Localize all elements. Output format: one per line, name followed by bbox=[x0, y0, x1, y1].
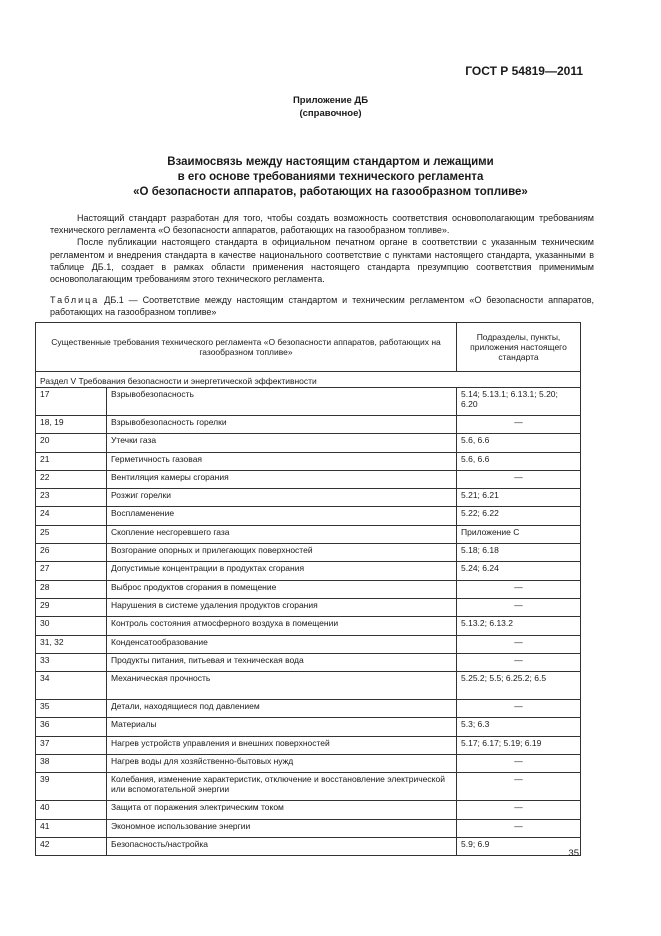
table-row bbox=[36, 562, 581, 580]
row-requirement: Материалы bbox=[107, 718, 457, 736]
row-standard-reference: — bbox=[457, 755, 581, 773]
row-clause-number: 34 bbox=[36, 672, 107, 700]
row-standard-reference: 5.14; 5.13.1; 6.13.1; 5.20; 6.20 bbox=[457, 388, 581, 416]
row-requirement: Колебания, изменение характеристик, отключение и восстановление электрической или вспомогательной энергии bbox=[107, 773, 457, 801]
table-row bbox=[36, 470, 581, 488]
header-requirements: Существенные требования технического регламента «О безопасности аппаратов, работающих на газообразном топливе» bbox=[36, 323, 457, 372]
header-references: Подразделы, пункты, приложения настоящего стандарта bbox=[457, 323, 581, 372]
row-clause-number: 39 bbox=[36, 773, 107, 801]
row-standard-reference: 5.25.2; 5.5; 6.25.2; 6.5 bbox=[457, 672, 581, 700]
table-row bbox=[36, 580, 581, 598]
row-requirement: Механическая прочность bbox=[107, 672, 457, 700]
row-standard-reference: — bbox=[457, 470, 581, 488]
row-clause-number: 36 bbox=[36, 718, 107, 736]
row-clause-number: 21 bbox=[36, 452, 107, 470]
intro-text bbox=[50, 212, 594, 285]
row-standard-reference: — bbox=[457, 416, 581, 434]
table-row bbox=[36, 653, 581, 671]
table-caption-label: Таблица bbox=[50, 295, 100, 305]
row-requirement: Взрывобезопасность bbox=[107, 388, 457, 416]
row-standard-reference: — bbox=[457, 819, 581, 837]
row-requirement: Нагрев воды для хозяйственно-бытовых нужд bbox=[107, 755, 457, 773]
row-standard-reference: 5.13.2; 6.13.2 bbox=[457, 617, 581, 635]
table-row bbox=[36, 544, 581, 562]
title-line-2: в его основе требованиями технического регламента bbox=[177, 171, 484, 183]
row-standard-reference: — bbox=[457, 580, 581, 598]
intro-paragraph-2: После публикации настоящего стандарта в официальном печатном органе в соответствии с указанным техническим регламентом и внедрения стандарта в качестве национального соответствие с пунктами настоящего стандарта, указанными в таблице ДБ.1, создает в рамках области применения настоящего стандарта презумпцию соответствия применимым основополагающим требованиям этого технического регламента. bbox=[50, 237, 594, 285]
annex-heading bbox=[0, 94, 661, 120]
row-requirement: Скопление несгоревшего газа bbox=[107, 525, 457, 543]
annex-type: (справочное) bbox=[299, 108, 362, 119]
title-line-3: «О безопасности аппаратов, работающих на газообразном топливе» bbox=[133, 186, 528, 198]
row-requirement: Допустимые концентрации в продуктах сгорания bbox=[107, 562, 457, 580]
annex-title bbox=[0, 155, 661, 200]
table-row bbox=[36, 819, 581, 837]
row-clause-number: 26 bbox=[36, 544, 107, 562]
row-clause-number: 22 bbox=[36, 470, 107, 488]
row-requirement: Защита от поражения электрическим током bbox=[107, 801, 457, 819]
row-requirement: Экономное использование энергии bbox=[107, 819, 457, 837]
row-clause-number: 20 bbox=[36, 434, 107, 452]
row-requirement: Выброс продуктов сгорания в помещение bbox=[107, 580, 457, 598]
row-requirement: Утечки газа bbox=[107, 434, 457, 452]
table-row bbox=[36, 434, 581, 452]
row-requirement: Контроль состояния атмосферного воздуха в помещении bbox=[107, 617, 457, 635]
row-requirement: Детали, находящиеся под давлением bbox=[107, 700, 457, 718]
table-row bbox=[36, 452, 581, 470]
row-requirement: Взрывобезопасность горелки bbox=[107, 416, 457, 434]
table-row bbox=[36, 507, 581, 525]
row-requirement: Розжиг горелки bbox=[107, 489, 457, 507]
row-clause-number: 38 bbox=[36, 755, 107, 773]
annex-label: Приложение ДБ bbox=[292, 95, 369, 106]
table-row bbox=[36, 755, 581, 773]
table-row bbox=[36, 837, 581, 855]
table-row bbox=[36, 672, 581, 700]
row-clause-number: 18, 19 bbox=[36, 416, 107, 434]
row-requirement: Нарушения в системе удаления продуктов сгорания bbox=[107, 598, 457, 616]
row-requirement: Конденсатообразование bbox=[107, 635, 457, 653]
row-clause-number: 29 bbox=[36, 598, 107, 616]
table-header-row bbox=[36, 323, 581, 372]
row-requirement: Возгорание опорных и прилегающих поверхностей bbox=[107, 544, 457, 562]
section-title: Раздел V Требования безопасности и энергетической эффективности bbox=[36, 372, 581, 388]
table-row bbox=[36, 635, 581, 653]
row-clause-number: 31, 32 bbox=[36, 635, 107, 653]
compliance-table bbox=[35, 322, 581, 856]
row-standard-reference: 5.22; 6.22 bbox=[457, 507, 581, 525]
table-row bbox=[36, 617, 581, 635]
page-number: 35 bbox=[568, 848, 579, 859]
row-standard-reference: Приложение С bbox=[457, 525, 581, 543]
row-clause-number: 37 bbox=[36, 736, 107, 754]
intro-paragraph-1: Настоящий стандарт разработан для того, чтобы создать возможность соответствия основополагающим требованиям технического регламента «О безопасности аппаратов, работающих на газообразном топливе». bbox=[50, 213, 594, 236]
row-requirement: Воспламенение bbox=[107, 507, 457, 525]
row-clause-number: 17 bbox=[36, 388, 107, 416]
table-row bbox=[36, 773, 581, 801]
row-standard-reference: 5.3; 6.3 bbox=[457, 718, 581, 736]
document-code: ГОСТ Р 54819—2011 bbox=[465, 64, 583, 78]
table-row bbox=[36, 416, 581, 434]
table-caption bbox=[50, 294, 594, 318]
row-clause-number: 42 bbox=[36, 837, 107, 855]
row-requirement: Вентиляция камеры сгорания bbox=[107, 470, 457, 488]
row-standard-reference: 5.21; 6.21 bbox=[457, 489, 581, 507]
row-clause-number: 27 bbox=[36, 562, 107, 580]
row-standard-reference: 5.24; 6.24 bbox=[457, 562, 581, 580]
row-clause-number: 33 bbox=[36, 653, 107, 671]
table-row bbox=[36, 598, 581, 616]
row-clause-number: 40 bbox=[36, 801, 107, 819]
section-row bbox=[36, 372, 581, 388]
row-requirement: Нагрев устройств управления и внешних поверхностей bbox=[107, 736, 457, 754]
table-row bbox=[36, 388, 581, 416]
table-row bbox=[36, 489, 581, 507]
row-standard-reference: — bbox=[457, 801, 581, 819]
row-clause-number: 23 bbox=[36, 489, 107, 507]
row-clause-number: 35 bbox=[36, 700, 107, 718]
title-line-1: Взаимосвязь между настоящим стандартом и лежащими bbox=[167, 156, 494, 168]
row-standard-reference: — bbox=[457, 598, 581, 616]
row-standard-reference: 5.9; 6.9 bbox=[457, 837, 581, 855]
row-clause-number: 24 bbox=[36, 507, 107, 525]
row-standard-reference: — bbox=[457, 773, 581, 801]
row-clause-number: 28 bbox=[36, 580, 107, 598]
table-row bbox=[36, 736, 581, 754]
row-requirement: Безопасность/настройка bbox=[107, 837, 457, 855]
table-row bbox=[36, 718, 581, 736]
table-caption-text: ДБ.1 — Соответствие между настоящим стандартом и техническим регламентом «О безопасности аппаратов, работающих на газообразном топливе» bbox=[50, 295, 594, 318]
table-row bbox=[36, 801, 581, 819]
row-clause-number: 30 bbox=[36, 617, 107, 635]
row-standard-reference: — bbox=[457, 653, 581, 671]
row-standard-reference: 5.17; 6.17; 5.19; 6.19 bbox=[457, 736, 581, 754]
row-standard-reference: 5.18; 6.18 bbox=[457, 544, 581, 562]
row-standard-reference: 5.6, 6.6 bbox=[457, 452, 581, 470]
table-row bbox=[36, 700, 581, 718]
row-clause-number: 25 bbox=[36, 525, 107, 543]
row-standard-reference: — bbox=[457, 700, 581, 718]
table-row bbox=[36, 525, 581, 543]
row-requirement: Продукты питания, питьевая и техническая вода bbox=[107, 653, 457, 671]
row-standard-reference: — bbox=[457, 635, 581, 653]
row-standard-reference: 5.6, 6.6 bbox=[457, 434, 581, 452]
row-requirement: Герметичность газовая bbox=[107, 452, 457, 470]
row-clause-number: 41 bbox=[36, 819, 107, 837]
